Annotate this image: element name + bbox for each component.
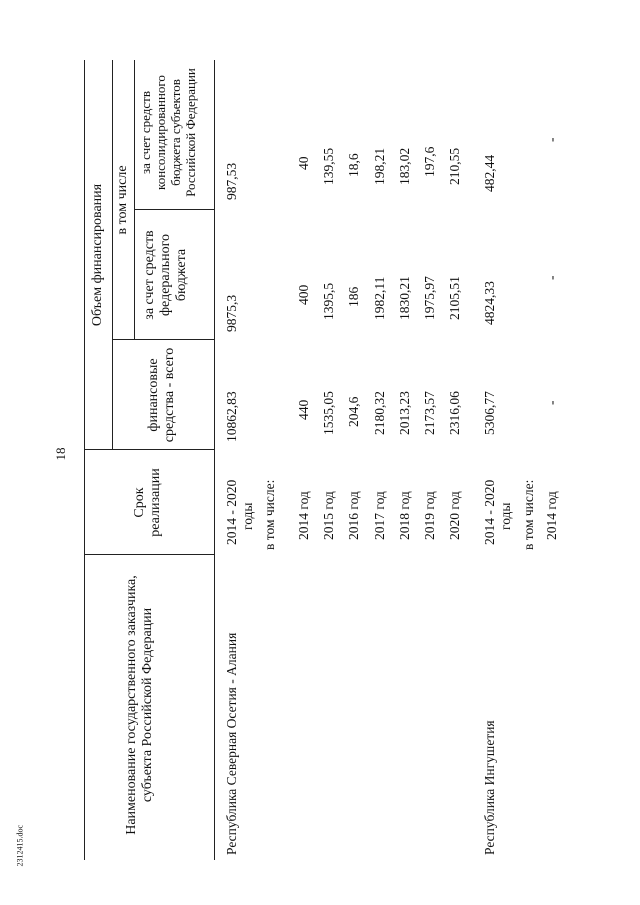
row-total: 5306,77 [482,391,497,435]
header-col-regional: за счет средств консолидированного бюджета субъектов Российской Федерации [138,68,198,197]
row-period: в том числе: [262,479,277,550]
row-total: 2173,57 [422,391,437,435]
row-period: 2014 год [296,491,311,540]
header-bottom-line [214,60,215,860]
row-regional: 987,53 [224,162,239,200]
row-period: 2018 год [397,491,412,540]
row-federal: - [544,275,559,280]
header-col-including: в том числе [115,165,130,235]
row-period: 2016 год [346,491,361,540]
row-name: Республика Северная Осетия - Алания [224,632,239,855]
row-period: 2019 год [422,491,437,540]
row-regional: 197,6 [422,146,437,177]
volume-header-line [112,60,113,450]
row-regional: - [544,137,559,142]
row-federal: 1982,11 [372,276,387,320]
row-total: 1535,05 [321,391,336,435]
row-regional: 183,02 [397,147,412,185]
row-total: 440 [296,399,311,420]
row-regional: 210,55 [447,147,462,185]
row-regional: 198,21 [372,147,387,185]
row-federal: 1830,21 [397,276,412,320]
row-period-cont: годы [240,502,255,530]
row-regional: 40 [296,156,311,170]
row-federal: 2105,51 [447,276,462,320]
row-period: 2015 год [321,491,336,540]
header-col-total: финансовые средства - всего [146,347,177,443]
row-total: 2316,06 [447,391,462,435]
including-header-line [134,60,135,340]
row-period: в том числе: [521,479,536,550]
row-total: 2013,23 [397,391,412,435]
footer-doc-code: 2312415.doc [15,824,25,867]
col-divider-4 [134,209,214,210]
row-federal: 400 [296,284,311,305]
row-total: 204,6 [346,396,361,427]
col-divider-1 [84,554,214,555]
header-col-volume: Объем финансирования [90,183,105,327]
row-total: - [544,400,559,405]
table-top-line [84,60,85,860]
col-divider-2 [84,449,214,450]
col-divider-3 [112,339,214,340]
row-regional: 18,6 [346,153,361,177]
row-period: 2017 год [372,491,387,540]
row-regional: 139,55 [321,147,336,185]
row-federal: 1975,97 [422,276,437,320]
row-period: 2020 год [447,491,462,540]
row-name: Республика Ингушетия [482,720,497,855]
row-regional: 482,44 [482,154,497,192]
header-col-period: Срок реализации [132,468,163,537]
rotated-table [84,60,640,860]
row-period: 2014 - 2020 [482,479,497,545]
row-period: 2014 год [544,491,559,540]
row-period-cont: годы [498,502,513,530]
row-federal: 186 [346,286,361,307]
row-federal: 4824,33 [482,281,497,325]
row-federal: 9875,3 [224,294,239,332]
header-col-federal: за счет средств федерального бюджета [142,230,189,320]
row-total: 10862,83 [224,391,239,442]
row-federal: 1395,5 [321,282,336,320]
header-col-name: Наименование государственного заказчика, субъекта Российской Федерации [124,575,155,835]
row-period: 2014 - 2020 [224,479,239,545]
row-total: 2180,32 [372,391,387,435]
page-number: 18 [53,447,68,461]
